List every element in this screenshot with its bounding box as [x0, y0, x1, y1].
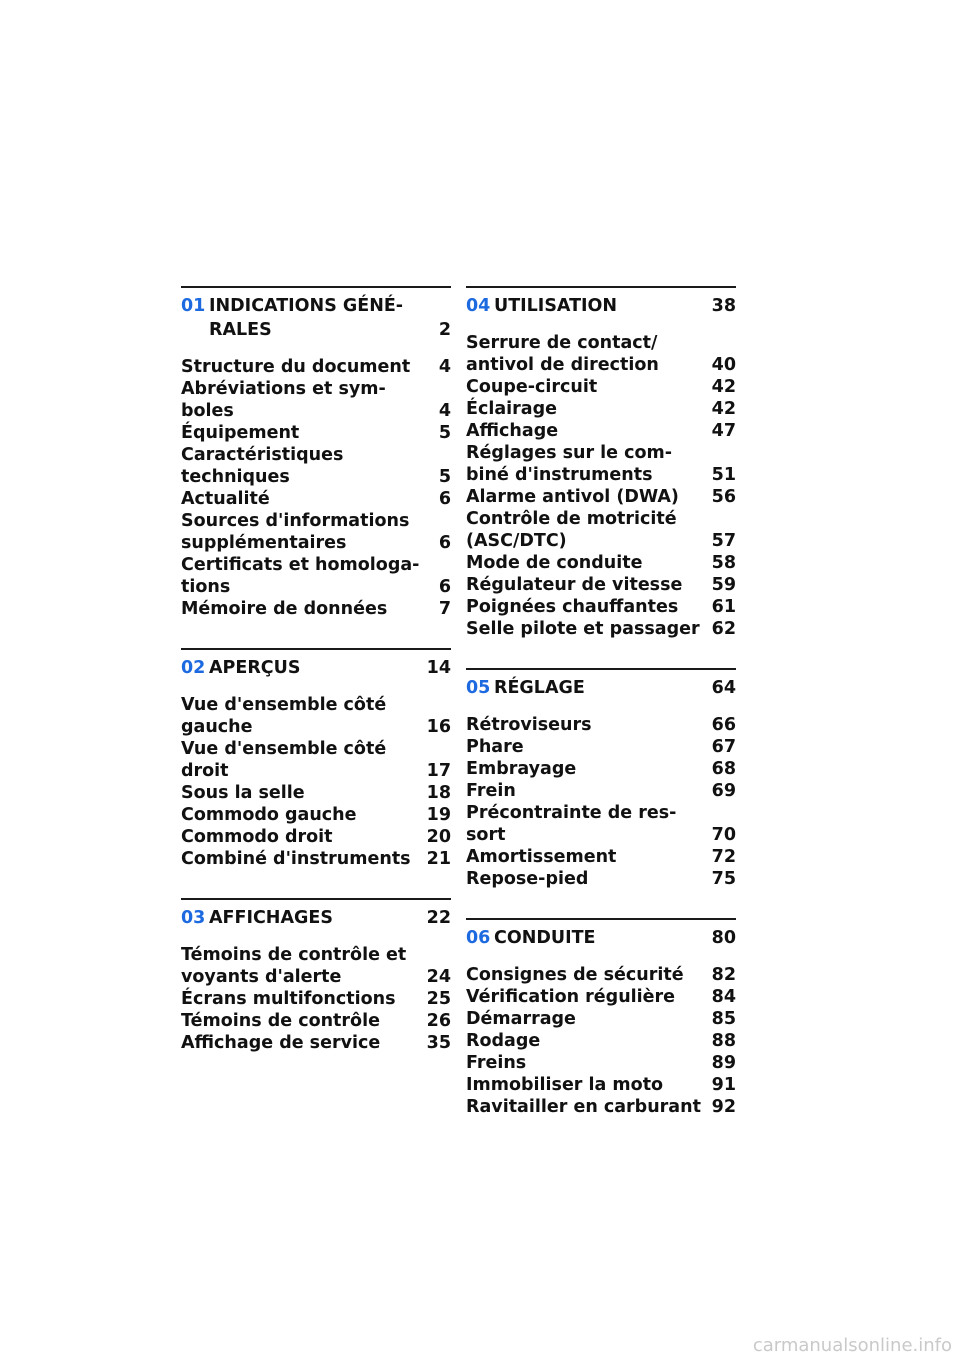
section-number: 02: [181, 658, 206, 678]
entry-page-number: 4: [438, 401, 451, 421]
entry-list: [466, 332, 736, 640]
entry-page-number: 82: [711, 965, 736, 985]
toc-entry[interactable]: [466, 736, 736, 758]
entry-label: Freins: [466, 1053, 527, 1073]
section-number: 05: [466, 678, 491, 698]
section-number: 01: [181, 296, 206, 316]
section-heading[interactable]: [181, 294, 451, 342]
toc-entry[interactable]: [181, 738, 451, 782]
section-page-number: 14: [426, 658, 451, 678]
entry-label: Vérification régulière: [466, 987, 676, 1007]
toc-entry[interactable]: [181, 422, 451, 444]
entry-list: [181, 944, 451, 1054]
entry-label: Écrans multifonctions: [181, 989, 396, 1009]
entry-label: Mode de conduite: [466, 553, 643, 573]
entry-label: Repose-pied: [466, 869, 589, 889]
toc-entry[interactable]: [181, 988, 451, 1010]
toc-column-right: [466, 286, 736, 1146]
entry-label: Vue d'ensemble côté gauche: [181, 695, 387, 737]
entry-label: Ravitailler en carburant: [466, 1097, 701, 1117]
toc-section-02: [181, 648, 451, 870]
toc-entry[interactable]: [466, 1096, 736, 1118]
toc-entry[interactable]: [466, 420, 736, 442]
toc-entry[interactable]: [466, 758, 736, 780]
toc-section-05: [466, 668, 736, 890]
toc-entry[interactable]: [466, 964, 736, 986]
section-title: UTILISATION: [494, 296, 618, 316]
section-page-number: 22: [426, 908, 451, 928]
toc-entry[interactable]: [466, 574, 736, 596]
entry-label: Vue d'ensemble côté droit: [181, 739, 387, 781]
section-title: INDICATIONS GÉNÉ- RALES: [209, 296, 404, 340]
toc-entry[interactable]: [466, 1008, 736, 1030]
entry-page-number: 47: [711, 421, 736, 441]
entry-page-number: 72: [711, 847, 736, 867]
entry-page-number: 92: [711, 1097, 736, 1117]
entry-label: Coupe-circuit: [466, 377, 598, 397]
toc-entry[interactable]: [181, 444, 451, 488]
entry-page-number: 6: [438, 577, 451, 597]
entry-page-number: 62: [711, 619, 736, 639]
entry-label: Amortissement: [466, 847, 617, 867]
entry-page-number: 20: [426, 827, 451, 847]
toc-section-01: [181, 286, 451, 620]
entry-label: Alarme antivol (DWA): [466, 487, 679, 507]
section-page-number: 64: [711, 678, 736, 698]
entry-label: Sources d'informations supplémentaires: [181, 511, 410, 553]
section-heading[interactable]: [181, 656, 451, 680]
entry-page-number: 89: [711, 1053, 736, 1073]
entry-page-number: 85: [711, 1009, 736, 1029]
entry-page-number: 75: [711, 869, 736, 889]
section-page-number: 80: [711, 928, 736, 948]
section-title: APERÇUS: [209, 658, 301, 678]
toc-entry[interactable]: [181, 1010, 451, 1032]
entry-page-number: 7: [438, 599, 451, 619]
entry-label: Affichage: [466, 421, 559, 441]
entry-page-number: 17: [426, 761, 451, 781]
entry-label: Combiné d'instruments: [181, 849, 411, 869]
entry-label: Actualité: [181, 489, 270, 509]
entry-label: Affichage de service: [181, 1033, 381, 1053]
entry-list: [181, 356, 451, 620]
entry-page-number: 35: [426, 1033, 451, 1053]
entry-page-number: 70: [711, 825, 736, 845]
entry-label: Certificats et homologa- tions: [181, 555, 420, 597]
entry-label: Commodo gauche: [181, 805, 357, 825]
toc-entry[interactable]: [181, 598, 451, 620]
section-heading[interactable]: [466, 294, 736, 318]
toc-entry[interactable]: [181, 510, 451, 554]
entry-page-number: 51: [711, 465, 736, 485]
toc-entry[interactable]: [466, 1074, 736, 1096]
entry-page-number: 4: [438, 357, 451, 377]
entry-label: Commodo droit: [181, 827, 333, 847]
toc-entry[interactable]: [466, 508, 736, 552]
entry-list: [466, 964, 736, 1118]
toc-entry[interactable]: [466, 332, 736, 376]
toc-section-04: [466, 286, 736, 640]
toc-entry[interactable]: [181, 554, 451, 598]
entry-page-number: 16: [426, 717, 451, 737]
toc-section-03: [181, 898, 451, 1054]
entry-page-number: 66: [711, 715, 736, 735]
entry-label: Réglages sur le com- biné d'instruments: [466, 443, 673, 485]
toc-entry[interactable]: [181, 782, 451, 804]
entry-page-number: 42: [711, 377, 736, 397]
entry-page-number: 42: [711, 399, 736, 419]
entry-label: Contrôle de motricité (ASC/DTC): [466, 509, 677, 551]
entry-list: [466, 714, 736, 890]
entry-page-number: 19: [426, 805, 451, 825]
toc-entry[interactable]: [466, 714, 736, 736]
entry-label: Consignes de sécurité: [466, 965, 684, 985]
entry-page-number: 26: [426, 1011, 451, 1031]
entry-label: Sous la selle: [181, 783, 305, 803]
toc-entry[interactable]: [466, 802, 736, 846]
entry-label: Rétroviseurs: [466, 715, 592, 735]
toc-entry[interactable]: [466, 618, 736, 640]
entry-page-number: 5: [438, 467, 451, 487]
entry-label: Caractéristiques techniques: [181, 445, 344, 487]
entry-label: Selle pilote et passager: [466, 619, 700, 639]
entry-page-number: 61: [711, 597, 736, 617]
section-number: 06: [466, 928, 491, 948]
toc-entry[interactable]: [181, 694, 451, 738]
entry-label: Régulateur de vitesse: [466, 575, 683, 595]
entry-page-number: 57: [711, 531, 736, 551]
toc-entry[interactable]: [181, 944, 451, 988]
toc-entry[interactable]: [466, 398, 736, 420]
toc-section-06: [466, 918, 736, 1118]
toc-entry[interactable]: [466, 376, 736, 398]
toc-entry[interactable]: [181, 826, 451, 848]
section-page-number: 38: [711, 296, 736, 316]
entry-label: Structure du document: [181, 357, 411, 377]
entry-label: Frein: [466, 781, 516, 801]
section-number: 03: [181, 908, 206, 928]
entry-label: Embrayage: [466, 759, 577, 779]
toc-entry[interactable]: [466, 1030, 736, 1052]
section-title: CONDUITE: [494, 928, 596, 948]
entry-page-number: 5: [438, 423, 451, 443]
entry-page-number: 40: [711, 355, 736, 375]
entry-page-number: 24: [426, 967, 451, 987]
entry-page-number: 67: [711, 737, 736, 757]
section-heading[interactable]: [181, 906, 451, 930]
toc-entry[interactable]: [466, 486, 736, 508]
entry-page-number: 6: [438, 489, 451, 509]
toc-entry[interactable]: [181, 356, 451, 378]
entry-page-number: 21: [426, 849, 451, 869]
entry-label: Éclairage: [466, 399, 557, 419]
entry-page-number: 68: [711, 759, 736, 779]
entry-page-number: 58: [711, 553, 736, 573]
toc-entry[interactable]: [466, 442, 736, 486]
toc-entry[interactable]: [181, 804, 451, 826]
entry-list: [181, 694, 451, 870]
toc-entry[interactable]: [181, 1032, 451, 1054]
entry-page-number: 91: [711, 1075, 736, 1095]
entry-label: Phare: [466, 737, 524, 757]
toc-entry[interactable]: [466, 1052, 736, 1074]
entry-label: Rodage: [466, 1031, 541, 1051]
toc-entry[interactable]: [466, 846, 736, 868]
entry-page-number: 88: [711, 1031, 736, 1051]
section-heading[interactable]: [466, 676, 736, 700]
section-number: 04: [466, 296, 491, 316]
section-heading[interactable]: [466, 926, 736, 950]
entry-label: Témoins de contrôle: [181, 1011, 380, 1031]
watermark: carmanualsonline.info: [752, 1335, 952, 1356]
entry-label: Témoins de contrôle et voyants d'alerte: [181, 945, 407, 987]
section-title: RÉGLAGE: [494, 678, 585, 698]
toc-entry[interactable]: [181, 848, 451, 870]
entry-page-number: 18: [426, 783, 451, 803]
entry-page-number: 56: [711, 487, 736, 507]
section-title: AFFICHAGES: [209, 908, 333, 928]
entry-page-number: 84: [711, 987, 736, 1007]
entry-label: Démarrage: [466, 1009, 576, 1029]
toc-entry[interactable]: [466, 780, 736, 802]
entry-page-number: 6: [438, 533, 451, 553]
section-page-number: 2: [438, 320, 451, 340]
toc-entry[interactable]: [181, 378, 451, 422]
toc-entry[interactable]: [466, 552, 736, 574]
entry-page-number: 69: [711, 781, 736, 801]
toc-entry[interactable]: [466, 596, 736, 618]
toc-entry[interactable]: [181, 488, 451, 510]
entry-label: Mémoire de données: [181, 599, 388, 619]
entry-label: Serrure de contact/ antivol de direction: [466, 333, 659, 375]
entry-label: Précontrainte de res- sort: [466, 803, 677, 845]
entry-label: Poignées chauffantes: [466, 597, 679, 617]
entry-page-number: 59: [711, 575, 736, 595]
entry-label: Abréviations et sym- boles: [181, 379, 386, 421]
toc-entry[interactable]: [466, 986, 736, 1008]
entry-label: Équipement: [181, 423, 300, 443]
toc-entry[interactable]: [466, 868, 736, 890]
entry-page-number: 25: [426, 989, 451, 1009]
entry-label: Immobiliser la moto: [466, 1075, 664, 1095]
toc-column-left: [181, 286, 451, 1082]
